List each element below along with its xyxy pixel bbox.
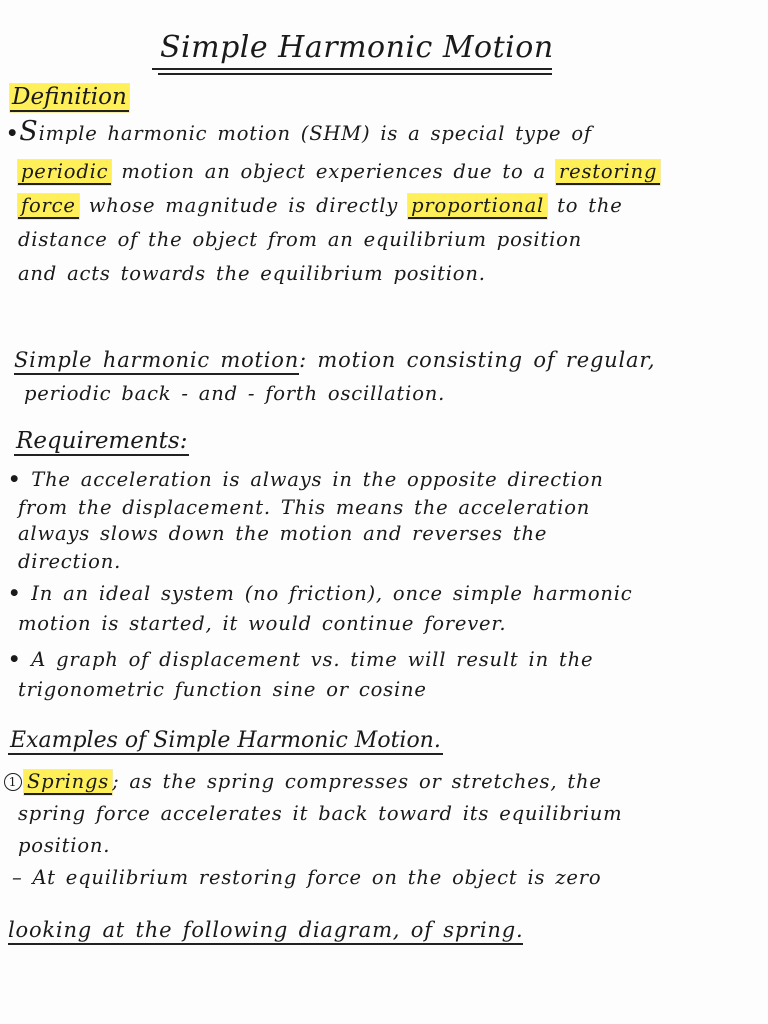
examples-line-1: 1 Springs ; as the spring compresses or stretches, the: [4, 770, 602, 793]
examples-line-4: – At equilibrium restoring force on the object is zero: [12, 866, 602, 889]
definition-line-5: and acts towards the equilibrium position.: [18, 262, 486, 285]
title-underline-1: [152, 68, 552, 70]
highlight-force: force: [18, 194, 79, 219]
definition-line-3: force whose magnitude is directly proportional to the: [18, 194, 623, 217]
highlight-restoring: restoring: [556, 160, 660, 185]
requirements-line-8: trigonometric function sine or cosine: [18, 678, 427, 701]
highlight-proportional: proportional: [408, 194, 547, 219]
requirements-line-7: • A graph of displacement vs. time will result in the: [8, 648, 594, 671]
definition-line-2: periodic motion an object experiences due to a restoring: [18, 160, 660, 183]
highlight-periodic: periodic: [18, 160, 111, 185]
requirements-line-3: always slows down the motion and reverses the: [18, 522, 548, 545]
requirements-line-1: • The acceleration is always in the opposite direction: [8, 468, 604, 491]
title-underline-2: [158, 73, 552, 75]
examples-line-2: spring force accelerates it back toward its equilibrium: [18, 802, 623, 825]
definition-line-4: distance of the object from an equilibrium position: [18, 228, 583, 251]
requirements-line-2: from the displacement. This means the acceleration: [18, 496, 591, 519]
shm-line-2: periodic back - and - forth oscillation.: [24, 382, 446, 405]
page-title: Simple Harmonic Motion: [160, 30, 554, 65]
shm-heading: Simple harmonic motion: [14, 348, 299, 375]
shm-line-1: Simple harmonic motion: motion consisting of regular,: [14, 348, 655, 372]
examples-line-3: position.: [18, 834, 111, 857]
number-circle: 1: [4, 773, 22, 791]
examples-heading: Examples of Simple Harmonic Motion.: [10, 728, 441, 753]
definition-heading: Definition: [12, 84, 127, 110]
requirements-line-4: direction.: [18, 550, 122, 573]
highlight-springs: Springs: [24, 770, 112, 795]
requirements-line-6: motion is started, it would continue forever.: [18, 612, 507, 635]
footer-line: looking at the following diagram, of spring.: [8, 918, 523, 942]
requirements-heading: Requirements:: [16, 428, 188, 454]
definition-line-1: •Simple harmonic motion (SHM) is a special type of: [6, 116, 592, 147]
requirements-line-5: • In an ideal system (no friction), once simple harmonic: [8, 582, 633, 605]
